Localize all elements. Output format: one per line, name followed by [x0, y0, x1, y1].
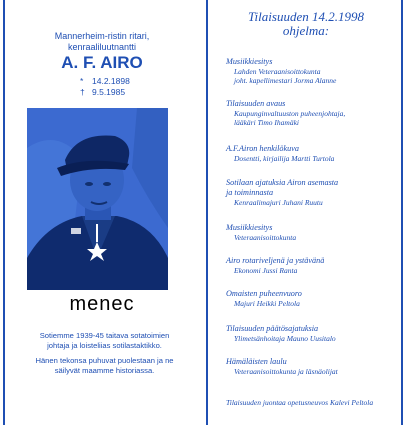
program-item-heading: Hämäläisten laulu	[226, 357, 287, 366]
person-name: A. F. AIRO	[61, 53, 143, 72]
program-footer: Tilaisuuden juontaa opetusneuvos Kalevi Peltola	[226, 398, 374, 407]
program-item-heading: Tilaisuuden avaus	[226, 99, 286, 108]
program-item-heading: A.F.Airon henkilökuva	[226, 144, 299, 153]
program-item-detail: Veteraanisoittokunta	[234, 233, 297, 242]
program-item-detail: Ylimetsänhoitaja Mauno Uusitalo	[234, 334, 336, 343]
life-dates	[80, 76, 130, 98]
program-item-detail: Kenraalimajuri Juhani Ruutu	[234, 198, 323, 207]
program-item	[226, 99, 402, 127]
bio-line-3: Hänen tekonsa puhuvat puolestaan ja ne	[35, 356, 174, 365]
program-item-heading: Airo rotariveljenä ja ystävänä	[226, 256, 325, 265]
death-cross-icon: †	[80, 87, 85, 97]
program-item	[226, 256, 402, 275]
program-item-detail: lääkäri Timo Ihamäki	[234, 118, 299, 127]
rank-line-2: kenraaliluutnantti	[67, 42, 137, 52]
rank-line-1: Mannerheim-ristin ritari,	[54, 31, 150, 41]
left-border-line	[3, 0, 5, 425]
program-item	[226, 324, 402, 343]
program-item	[226, 144, 402, 163]
program-item-heading: Tilaisuuden päätösajatuksia	[226, 324, 319, 333]
program-item-detail: joht. kapellimestari Jorma Alanne	[234, 76, 337, 85]
program-item-detail: Veteraanisoittokunta ja läsnäolijat	[234, 367, 338, 376]
death-date: 9.5.1985	[92, 87, 126, 97]
program-item	[226, 357, 402, 376]
program-title-line-1: Tilaisuuden 14.2.1998	[248, 9, 364, 24]
program-item-heading: Sotilaan ajatuksia Airon asemasta	[226, 178, 339, 187]
program-item	[226, 289, 402, 308]
birth-date: 14.2.1898	[92, 76, 130, 86]
bio-line-2: johtaja ja loisteliias sotilastaktikko.	[47, 341, 162, 350]
bio-line-1: Sotiemme 1939-45 taitava sotatoimien	[39, 331, 170, 340]
program-item-heading: Omaisten puheenvuoro	[226, 289, 302, 298]
program-item-heading-2: ja toiminnasta	[226, 188, 274, 197]
program-item-detail: Dosentti, kirjailija Martti Turtola	[234, 154, 335, 163]
program-item-detail: Lahden Veteraanisoittokunta	[234, 67, 321, 76]
program-item-detail: Kaupunginvaltuuston puheenjohtaja,	[234, 109, 346, 118]
portrait-illustration	[27, 108, 168, 290]
bio-line-4: säilyvät maamme historiassa.	[54, 366, 155, 375]
portrait-photo	[27, 108, 168, 290]
program-title-line-2: ohjelma:	[282, 23, 330, 38]
signature: menec	[69, 293, 135, 315]
program-item-detail: Ekonomi Jussi Ranta	[234, 266, 298, 275]
program-item	[226, 178, 402, 207]
program-item-detail: Majuri Heikki Peltola	[234, 299, 300, 308]
program-item-heading: Musiikkiesitys	[226, 223, 273, 232]
birth-symbol: *	[80, 76, 84, 86]
right-border-line-left	[206, 0, 208, 425]
program-item	[226, 57, 402, 85]
program-item	[226, 223, 402, 242]
program-item-heading: Musiikkiesitys	[226, 57, 273, 66]
